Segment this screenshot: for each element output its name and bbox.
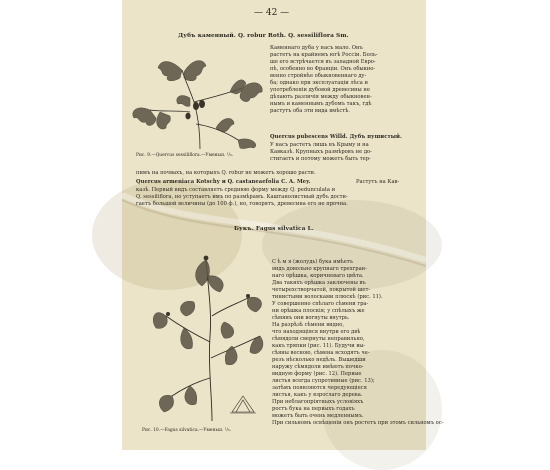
- text-line: Кавказѣ. Крупныхъ размѣровъ не до-: [270, 149, 372, 155]
- text-line: ше его встрѣчается въ западной Евро-: [270, 59, 376, 65]
- text-line: Растутъ на Кав-: [356, 179, 400, 185]
- section-heading-oak: Дубъ каменный. Q. robur Roth. Q. sessiliflora Sm.: [178, 33, 349, 39]
- beech-nut-sketch: [228, 392, 258, 416]
- text-line: видъ довольно крупнаго трехгран-: [272, 266, 367, 272]
- text-line: четырехстворчатой, покрытой шет-: [272, 287, 371, 293]
- text-line: С ѣ м я (жолудь) бука имѣетъ: [272, 259, 353, 265]
- text-line: листья, какъ у взрослаго дерева.: [272, 392, 363, 398]
- text-line: При неблагопріятныхъ условіяхъ: [272, 399, 364, 405]
- oak-branch-illustration: [130, 54, 268, 150]
- text-line: растутъ оба эти вида вмѣстѣ.: [270, 108, 350, 114]
- text-line: сѣяны весною, сѣмена всходятъ че-: [272, 350, 370, 356]
- text-line: стигаетъ и потому можетъ быть тер-: [270, 156, 371, 162]
- text-line: нымъ и каменнымъ дубомъ такъ, гдѣ: [270, 101, 372, 107]
- text-line: гаетъ большой величины (до 100 ф.), но, говорятъ, древесина его не прочна.: [136, 201, 348, 207]
- text-line: наго орѣшка, коричневаго цвѣта.: [272, 273, 364, 279]
- text-line: наружу сѣмядоли имѣютъ почко-: [272, 364, 364, 370]
- text-line: употребленіи дубовой древесины не: [270, 87, 370, 93]
- text-line: Два такихъ орѣшка заключены въ: [272, 280, 366, 286]
- text-line: венно стройнѣе обыкновеннаго ду-: [270, 73, 367, 79]
- text-line: резъ нѣсколько недѣль. Вышедши: [272, 357, 366, 363]
- text-line: казѣ. Первый видъ составляетъ среднюю форму между Q. pedunculata и: [136, 187, 336, 193]
- text-line: При сильномъ освѣщеніи онъ ростетъ при этомъ сильномъ ос-: [272, 420, 444, 426]
- text-line: сѣмядоли свернуты неправильно,: [272, 336, 365, 342]
- text-line: сѣмянъ они вогнуты внутрь.: [272, 315, 350, 321]
- text-line: тинистыми волосками плюскѣ (рис. 11).: [272, 294, 383, 300]
- text-line: растетъ на крайнемъ югѣ Россіи. Боль-: [270, 52, 378, 58]
- text-line: листья всегда супротивные (рис. 13);: [272, 378, 375, 384]
- text-line: видную форму (рис. 12). Первые: [272, 371, 362, 377]
- text-line: пѣ, особенно во Франціи. Онъ обыкно-: [270, 66, 376, 72]
- figure-caption-9: Рис. 9.—Quercus sessiliflora.—Уменьш. ¹/₃.: [136, 153, 234, 158]
- text-line: ни орѣшка плоскія; у спѣлыхъ же: [272, 308, 365, 314]
- text-line: У совершенно спѣлаго сѣмени гра-: [272, 301, 369, 307]
- text-line: что находящіяся внутри его двѣ: [272, 329, 361, 335]
- text-line: пимъ на почвахъ, на которыхъ Q. robur не можетъ хорошо расти.: [136, 170, 316, 176]
- text-line: дѣлають различія между обыкновен-: [270, 94, 372, 100]
- text-line: затѣмъ появляются чередующіеся: [272, 385, 367, 391]
- page-number: — 42 —: [254, 8, 290, 18]
- text-line: ба; однако при эксплуатаціи лѣса и: [270, 80, 368, 86]
- text-line: Каменнаго дуба у насъ мало. Онъ: [270, 45, 363, 51]
- text-line: можетъ быть очень медленнымъ.: [272, 413, 364, 419]
- section-heading-beech: Букъ. Fagus silvatica L.: [234, 226, 314, 232]
- book-page: [122, 0, 444, 450]
- figure-caption-10: Рис. 10.—Fagus silvatica.—Уменьш. ¹/₅.: [142, 428, 232, 433]
- subheading-pubescens: Quercus pubescens Willd. Дубъ пушистый.: [270, 134, 402, 140]
- text-line: На разрѣзѣ сѣмени видно,: [272, 322, 345, 328]
- text-line: У насъ растетъ лишь въ Крыму и на: [270, 142, 369, 148]
- text-line: Q. sessiliflora, но уступаетъ имъ по размѣрамъ. Каштанолистный дубъ дости-: [136, 194, 348, 200]
- text-line: ростъ бука на первыхъ годахъ: [272, 406, 355, 412]
- text-line: какъ тряпки (рис. 11). Будучи вы-: [272, 343, 366, 349]
- subheading-armeniaca: Quercus armeniaca Kotschy и Q. castaneaefolia C. A. Mey.: [136, 179, 311, 185]
